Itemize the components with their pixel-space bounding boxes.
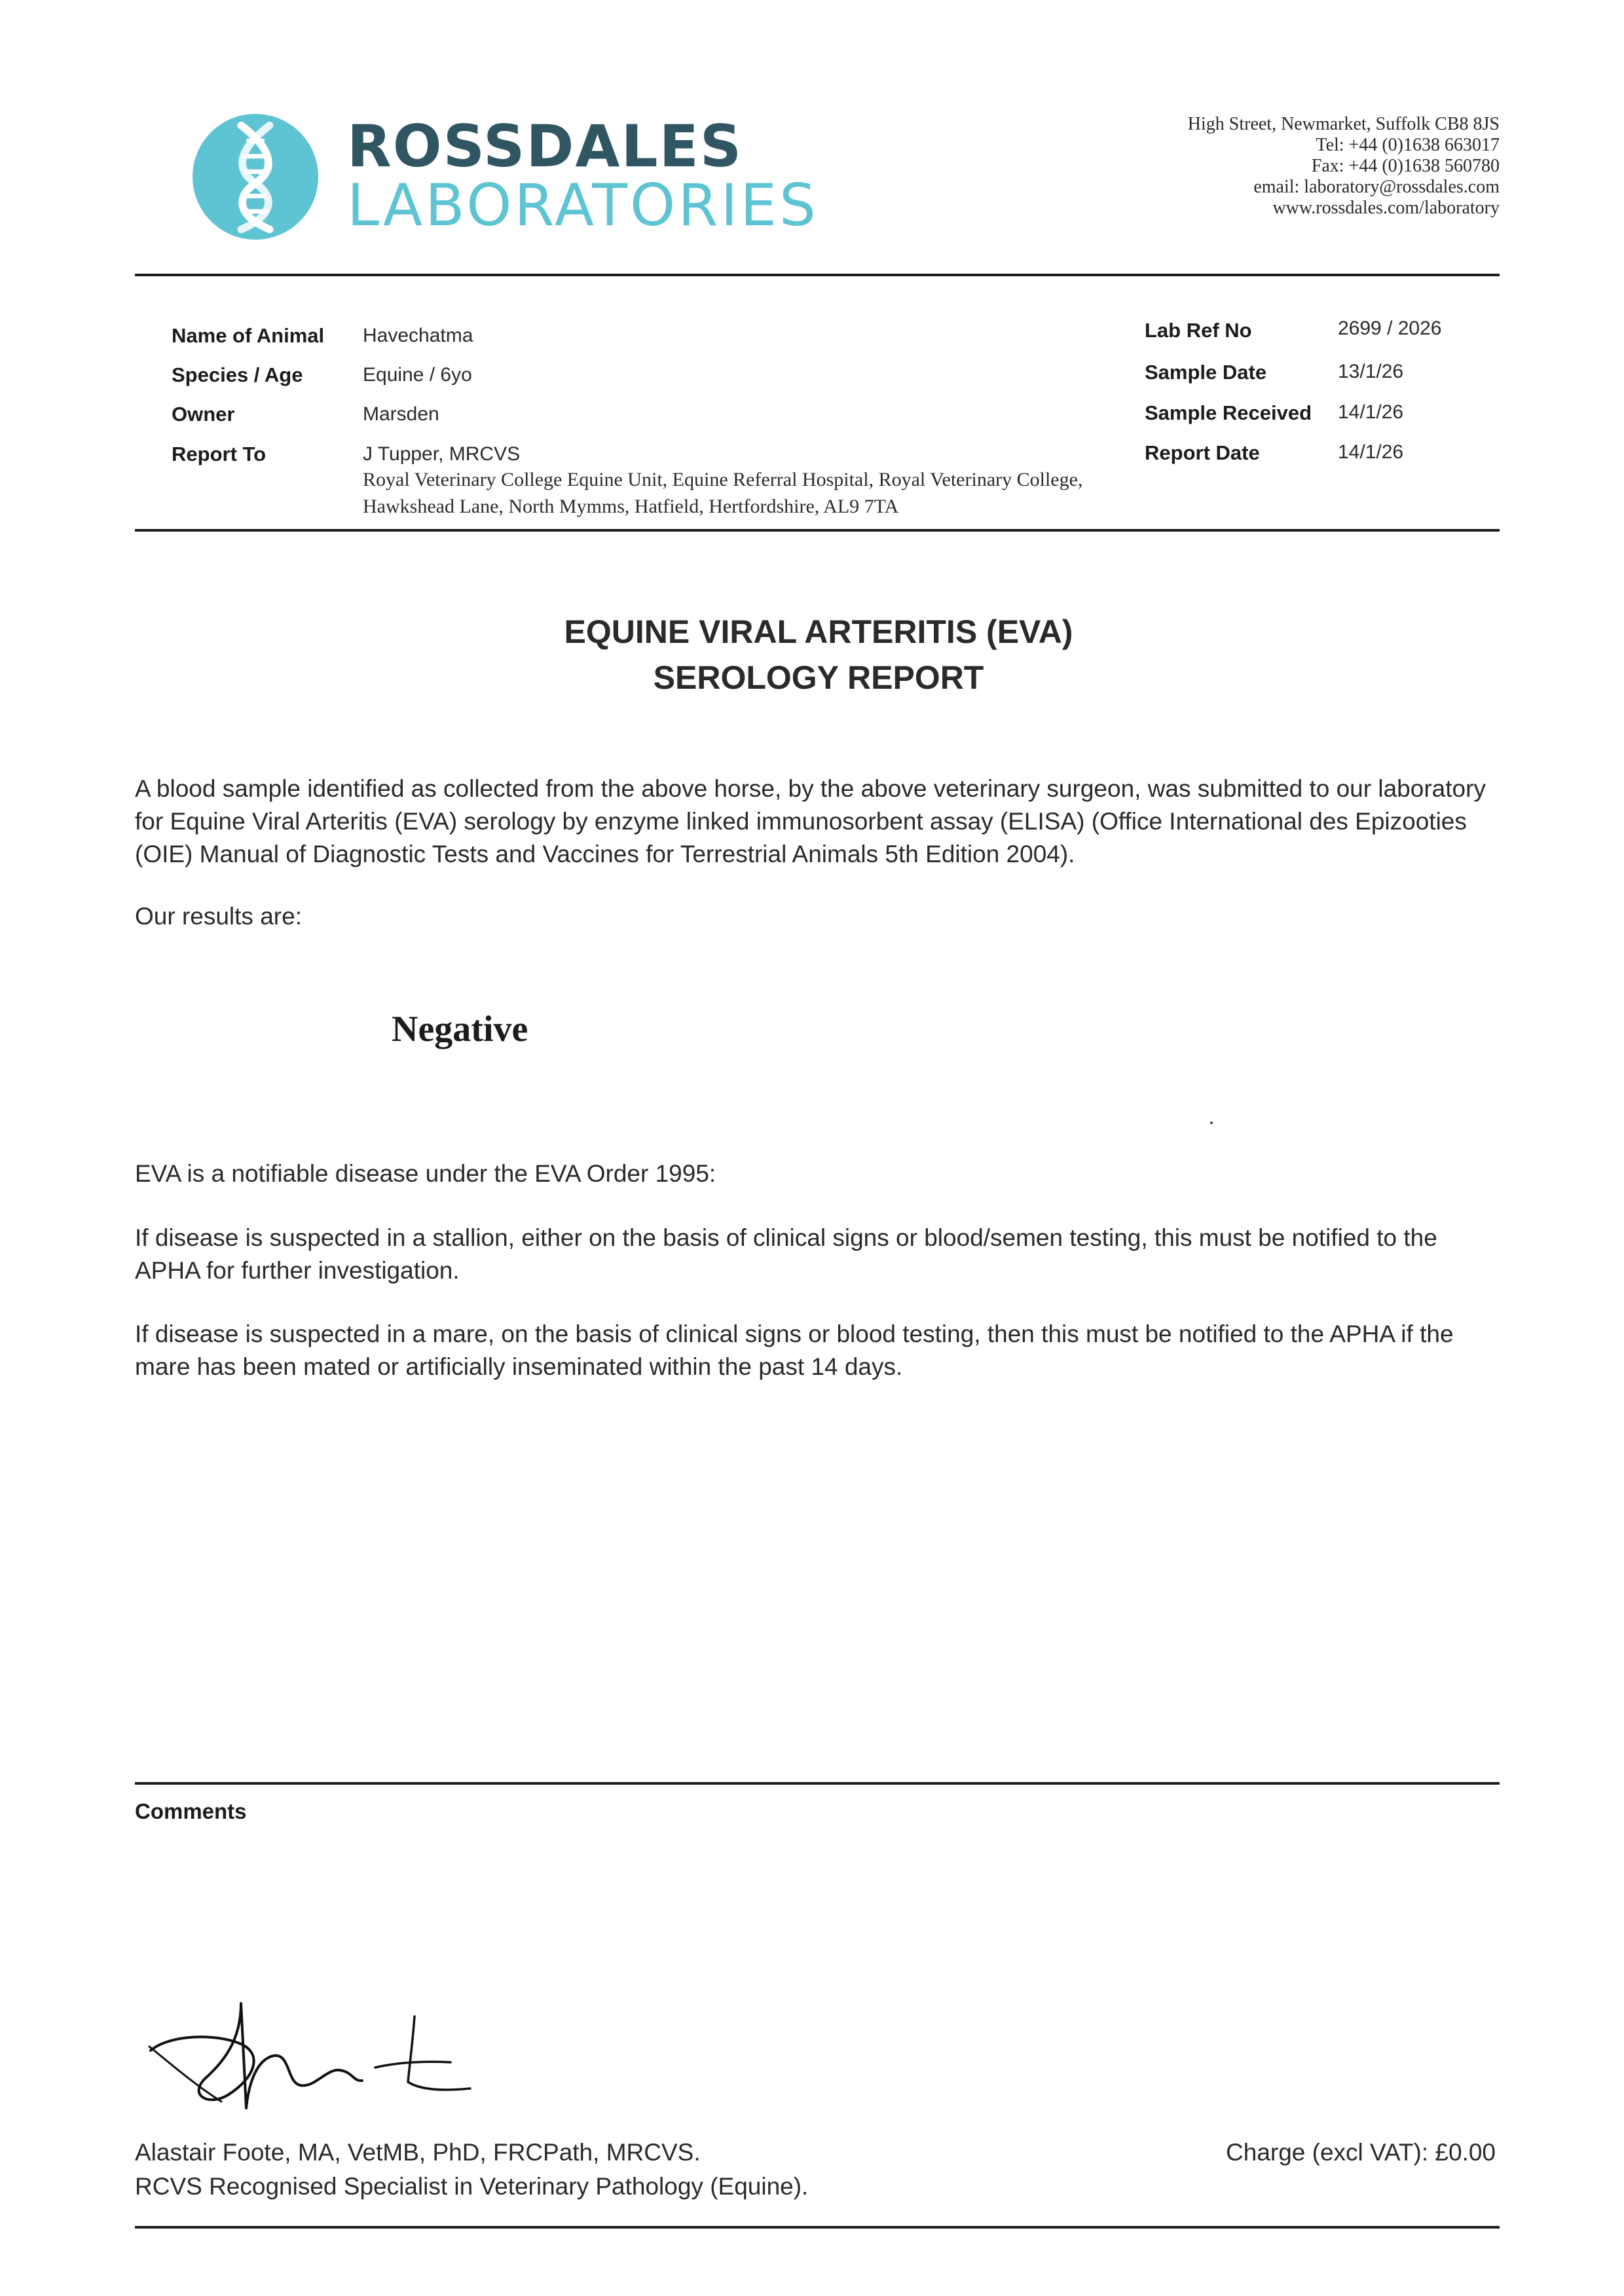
contact-fax: Fax: +44 (0)1638 560780: [1311, 156, 1500, 176]
intro-paragraph: A blood sample identified as collected from the above horse, by the above veterinary surgeon, was submitted to our laboratory for Equine Viral Arteritis (EVA) serology by enzyme linked immunosorbent assay (ELISA) (Office International des Epizooties (OIE) Manual of Diagnostic Tests and Vaccines for Terrestrial Animals 5th Edition 2004).: [135, 775, 1486, 867]
report-title: [0, 609, 1624, 701]
signatory-name: Alastair Foote, MA, VetMB, PhD, FRCPath, MRCVS.: [135, 2139, 701, 2166]
report-title-line1: EQUINE VIRAL ARTERITIS (EVA): [564, 613, 1073, 650]
signatory-title: RCVS Recognised Specialist in Veterinary Pathology (Equine).: [135, 2173, 809, 2200]
footer-divider: [135, 2226, 1500, 2229]
signatory-block: [135, 2136, 808, 2204]
name-of-animal-label: Name of Animal: [172, 324, 325, 347]
contact-block: [1188, 114, 1500, 219]
header-divider: [135, 274, 1500, 276]
report-date-value: 14/1/26: [1338, 441, 1404, 463]
lab-ref-label: Lab Ref No: [1145, 319, 1252, 342]
contact-tel: Tel: +44 (0)1638 663017: [1316, 135, 1500, 155]
mare-guidance: If disease is suspected in a mare, on the basis of clinical signs or blood testing, then this must be notified to the APHA if the mare has been mated or artificially inseminated within the past 14 days.: [135, 1321, 1454, 1380]
contact-address: High Street, Newmarket, Suffolk CB8 8JS: [1187, 114, 1500, 134]
sample-received-value: 14/1/26: [1338, 401, 1404, 423]
brand-name-primary: ROSSDALES: [347, 113, 743, 180]
owner-value: Marsden: [363, 403, 439, 425]
sample-date-label: Sample Date: [1145, 361, 1267, 384]
owner-label: Owner: [172, 403, 235, 426]
notifiable-statement: EVA is a notifiable disease under the EVA Order 1995:: [135, 1160, 716, 1187]
comments-label: Comments: [135, 1799, 247, 1823]
contact-website[interactable]: www.rossdales.com/laboratory: [1272, 198, 1500, 218]
scan-speck: [1210, 1121, 1213, 1124]
report-to-value: J Tupper, MRCVS: [363, 443, 521, 465]
species-age-label: Species / Age: [172, 363, 303, 386]
charge-amount: Charge (excl VAT): £0.00: [1226, 2139, 1496, 2166]
sample-received-label: Sample Received: [1145, 401, 1312, 424]
species-age-value: Equine / 6yo: [363, 364, 472, 386]
dna-helix-icon: [191, 113, 320, 241]
report-to-label: Report To: [172, 443, 267, 465]
test-result: Negative: [392, 1009, 528, 1049]
comments-divider: [135, 1782, 1500, 1785]
lab-ref-value: 2699 / 2026: [1338, 318, 1442, 339]
stallion-guidance: If disease is suspected in a stallion, either on the basis of clinical signs or blood/semen testing, this must be notified to the APHA for further investigation.: [135, 1224, 1437, 1284]
name-of-animal-value: Havechatma: [363, 325, 473, 346]
results-intro: Our results are:: [135, 903, 302, 930]
report-date-label: Report Date: [1145, 441, 1260, 464]
report-title-line2: SEROLOGY REPORT: [653, 659, 984, 696]
sample-date-value: 13/1/26: [1338, 361, 1404, 382]
details-divider: [135, 529, 1500, 532]
contact-email[interactable]: email: laboratory@rossdales.com: [1253, 177, 1500, 197]
brand-name-secondary: LABORATORIES: [347, 172, 819, 239]
report-to-address: Royal Veterinary College Equine Unit, Equine Referral Hospital, Royal Veterinary College, Hawkshead Lane, North Mymms, Hatfield, Hertfordshire, AL9 7TA: [363, 469, 1083, 517]
signature: [143, 1997, 496, 2121]
